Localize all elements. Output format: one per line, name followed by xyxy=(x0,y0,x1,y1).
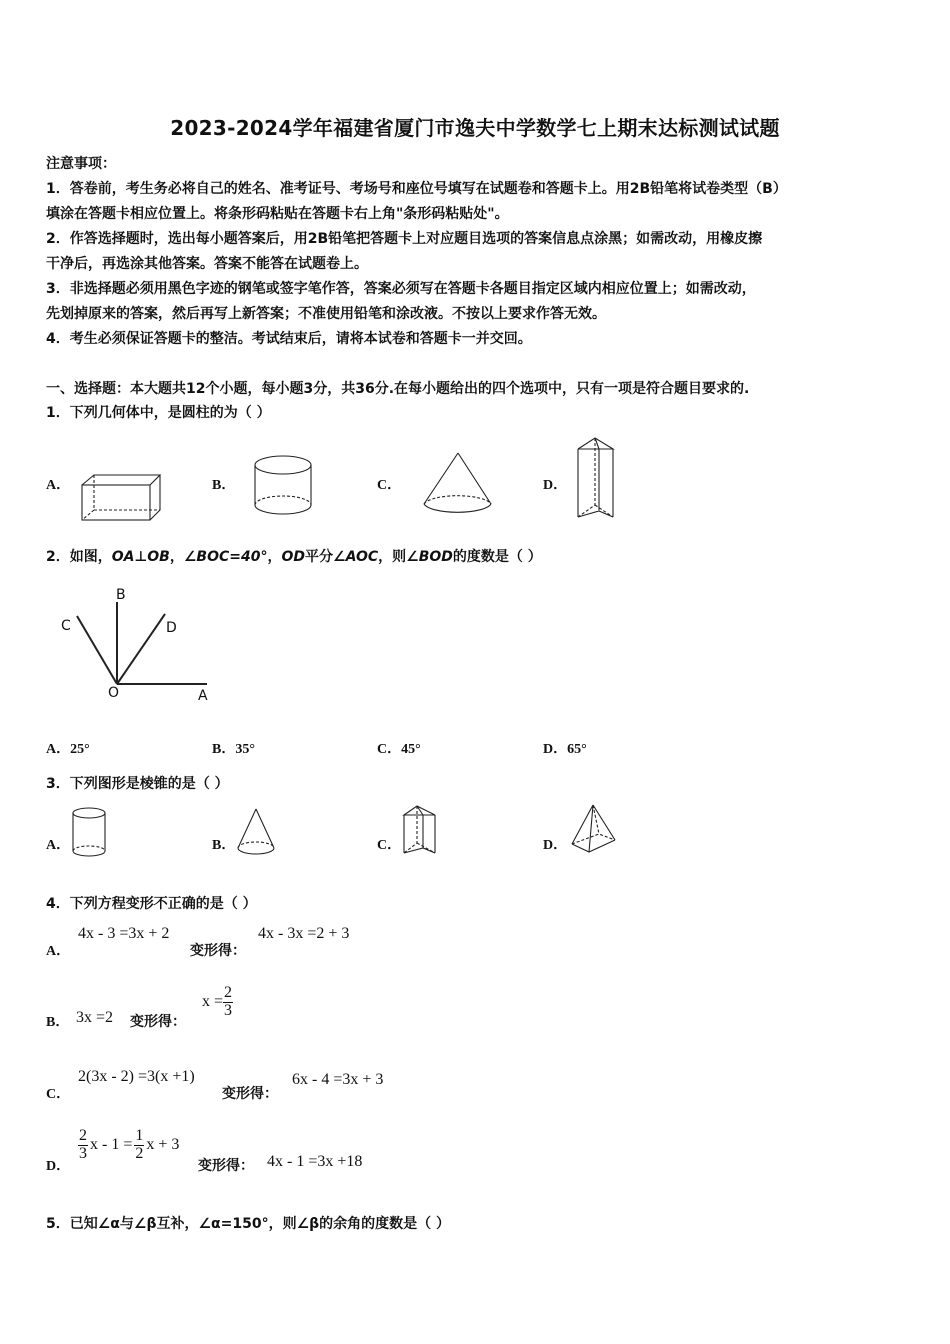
q1-stem: 1．下列几何体中，是圆柱的为（ ） xyxy=(46,405,271,421)
q3-option-b-label: B． xyxy=(212,838,236,853)
page-title: 2023-2024学年福建省厦门市逸夫中学数学七上期末达标测试试题 xyxy=(170,116,780,140)
small-prism-figure xyxy=(403,805,439,857)
notice-line-2a: 2．作答选择题时，选出每小题答案后，用2B铅笔把答题卡上对应题目选项的答案信息点涂黑；如需改动，用橡皮擦 xyxy=(46,231,763,247)
q4-d-mid: x - 1 = xyxy=(90,1136,133,1154)
diagram-label-o: O xyxy=(108,685,120,701)
q4-d-fraction-1 xyxy=(78,1128,88,1163)
q2-option-b: B．35° xyxy=(212,742,255,757)
diagram-label-d: D xyxy=(166,620,177,636)
diagram-label-c: C xyxy=(61,618,71,634)
q3-option-d-label: D． xyxy=(543,838,568,853)
q2-stem-mid: 平分 xyxy=(305,549,334,565)
q4-c-transform: 变形得： xyxy=(222,1086,278,1102)
q3-option-a-label: A． xyxy=(46,838,71,853)
q4-b-fraction xyxy=(223,985,233,1020)
notice-line-2b: 干净后，再选涂其他答案。答案不能答在试题卷上。 xyxy=(46,256,368,272)
q2-stem xyxy=(46,546,542,566)
q2-option-a: A．25° xyxy=(46,742,90,757)
q4-stem: 4．下列方程变形不正确的是（ ） xyxy=(46,896,257,912)
q4-d-f2-numerator: 1 xyxy=(135,1127,144,1144)
q4-d-left xyxy=(78,1128,179,1163)
q4-c-left: 2(3x - 2) =3(x +1) xyxy=(78,1068,195,1085)
section-heading: 一、选择题：本大题共12个小题，每小题3分，共36分.在每小题给出的四个选项中，只有一项是符合题目要求的. xyxy=(46,381,750,397)
small-cylinder-figure xyxy=(72,807,108,859)
q2-stem-math-4: ∠AOC xyxy=(333,549,379,565)
q4-d-tail: x + 3 xyxy=(146,1136,180,1154)
q4-a-left: 4x - 3 =3x + 2 xyxy=(78,925,170,942)
notice-heading: 注意事项： xyxy=(46,156,116,172)
q4-c-label: C． xyxy=(46,1087,71,1102)
q5-stem: 5．已知∠α与∠β互补，∠α=150°，则∠β的余角的度数是（ ） xyxy=(46,1216,451,1232)
q1-option-a-label: A． xyxy=(46,478,71,493)
q4-b-numerator: 2 xyxy=(224,984,233,1001)
triangular-prism-figure xyxy=(577,437,617,521)
q3-stem: 3．下列图形是棱锥的是（ ） xyxy=(46,776,229,792)
q4-a-label: A． xyxy=(46,944,71,959)
notice-line-1a: 1．答卷前，考生务必将自己的姓名、准考证号、考场号和座位号填写在试题卷和答题卡上。用2B铅笔将试卷类型（B） xyxy=(46,181,787,197)
q2-stem-math-3: OD xyxy=(281,549,306,565)
diagram-label-a: A xyxy=(198,688,208,704)
q4-d-f2-denominator: 2 xyxy=(135,1144,144,1162)
q4-d-right: 4x - 1 =3x +18 xyxy=(267,1153,363,1170)
q4-b-denominator: 3 xyxy=(224,1001,233,1019)
diagram-label-b: B xyxy=(116,587,126,603)
q4-b-left: 3x =2 xyxy=(76,1009,114,1026)
pyramid-figure xyxy=(571,804,619,854)
q4-d-fraction-2 xyxy=(134,1128,144,1163)
q2-stem-sep-2: ， xyxy=(267,549,282,565)
angle-diagram xyxy=(55,584,215,709)
q2-option-c: C．45° xyxy=(377,742,421,757)
cylinder-figure xyxy=(254,455,314,517)
q4-b-right-lhs: x = xyxy=(202,993,224,1011)
q2-stem-math-2: ∠BOC=40° xyxy=(183,549,268,565)
q4-b-label: B． xyxy=(46,1015,70,1030)
q1-option-b-label: B． xyxy=(212,478,236,493)
q4-b-transform: 变形得： xyxy=(130,1014,186,1030)
notice-line-1b: 填涂在答题卡相应位置上。将条形码粘贴在答题卡右上角"条形码粘贴处"。 xyxy=(46,206,509,222)
notice-line-3a: 3．非选择题必须用黑色字迹的钢笔或签字笔作答，答案必须写在答题卡各题目指定区域内相应位置上；如需改动， xyxy=(46,281,756,297)
q3-option-c-label: C． xyxy=(377,838,402,853)
q2-stem-sep-1: ， xyxy=(169,549,184,565)
q1-option-d-label: D． xyxy=(543,478,568,493)
q4-d-f1-numerator: 2 xyxy=(79,1127,87,1144)
q2-stem-math-1: OA⊥OB xyxy=(111,549,170,565)
q2-stem-math-5: ∠BOD xyxy=(406,549,453,565)
q2-stem-suffix: 的度数是（ ） xyxy=(452,549,542,565)
q2-option-d: D．65° xyxy=(543,742,587,757)
q4-b-right xyxy=(202,985,233,1020)
q4-a-transform: 变形得： xyxy=(190,943,246,959)
q4-d-label: D． xyxy=(46,1159,71,1174)
cone-figure xyxy=(423,452,493,518)
small-cone-figure xyxy=(237,808,277,858)
q4-c-right: 6x - 4 =3x + 3 xyxy=(292,1071,384,1088)
q4-d-f1-denominator: 3 xyxy=(79,1144,87,1162)
cuboid-figure xyxy=(80,473,162,523)
notice-line-3b: 先划掉原来的答案，然后再写上新答案；不准使用铅笔和涂改液。不按以上要求作答无效。 xyxy=(46,306,606,322)
q2-stem-prefix: 2．如图， xyxy=(46,549,112,565)
q2-stem-sep-3: ，则 xyxy=(378,549,407,565)
q4-d-transform: 变形得： xyxy=(198,1158,254,1174)
q4-a-right: 4x - 3x =2 + 3 xyxy=(258,925,350,942)
q1-option-c-label: C． xyxy=(377,478,402,493)
notice-line-4: 4．考生必须保证答题卡的整洁。考试结束后，请将本试卷和答题卡一并交回。 xyxy=(46,331,532,347)
